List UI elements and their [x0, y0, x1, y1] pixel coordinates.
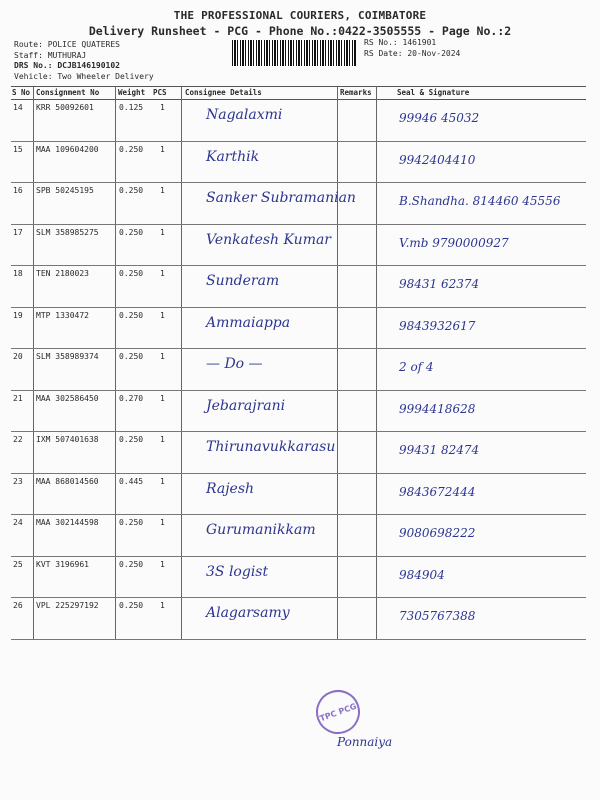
table-row [11, 265, 586, 308]
row-consignment: MAA 868014560 [36, 476, 99, 486]
row-pcs: 1 [160, 518, 165, 527]
row-consignment: MAA 302144598 [36, 518, 99, 527]
row-sno: 23 [13, 476, 23, 486]
signature-handwriting: 984904 [399, 567, 445, 582]
signature-handwriting: V.mb 9790000927 [399, 235, 509, 250]
table-row [11, 224, 586, 267]
row-pcs: 1 [160, 393, 165, 403]
route-label: Route: POLICE QUATERES [14, 40, 120, 49]
row-sno: 16 [13, 186, 23, 195]
row-pcs: 1 [160, 435, 165, 444]
signature-handwriting: B.Shandha. 814460 45556 [399, 194, 561, 208]
row-consignment: SLM 358989374 [36, 352, 99, 361]
row-weight: 0.445 [119, 476, 144, 486]
row-pcs: 1 [160, 269, 165, 278]
row-sno: 14 [13, 103, 23, 112]
table-row [11, 431, 586, 474]
row-weight: 0.270 [119, 393, 144, 403]
table-row [11, 514, 586, 557]
consignee-handwriting: Sanker Subramanian [206, 190, 356, 206]
row-weight: 0.250 [119, 310, 144, 320]
row-pcs: 1 [160, 601, 165, 610]
row-weight: 0.250 [119, 559, 144, 569]
final-signature: Ponnaiya [337, 735, 393, 749]
row-sno: 24 [13, 518, 23, 527]
table-row [11, 182, 586, 225]
row-weight: 0.250 [119, 352, 144, 361]
row-weight: 0.250 [119, 435, 144, 444]
signature-handwriting: 99431 82474 [399, 443, 480, 457]
row-consignment: SLM 358985275 [36, 227, 99, 237]
consignee-handwriting: Jebarajrani [206, 397, 286, 414]
col-consignment: Consignment No [36, 88, 100, 97]
row-pcs: 1 [160, 559, 165, 569]
row-pcs: 1 [160, 310, 165, 320]
signature-handwriting: 9843672444 [399, 484, 476, 499]
consignee-handwriting: Rajesh [206, 480, 255, 497]
row-sno: 18 [13, 269, 23, 278]
row-consignment: KRR 50092601 [36, 103, 94, 112]
row-pcs: 1 [160, 227, 165, 237]
col-pcs: PCS [153, 88, 167, 97]
route-info [14, 40, 154, 82]
consignee-handwriting: 3S logist [206, 563, 269, 580]
signature-handwriting: 99946 45032 [399, 111, 480, 125]
table-row [11, 390, 586, 433]
consignee-handwriting: Sunderam [206, 273, 280, 289]
signature-handwriting: 9994418628 [399, 401, 476, 416]
row-sno: 19 [13, 310, 23, 320]
row-consignment: VPL 225297192 [36, 601, 99, 610]
drs-number: DRS No.: DCJB146190102 [14, 61, 120, 70]
consignee-handwriting: — Do — [206, 356, 263, 372]
row-weight: 0.250 [119, 186, 144, 195]
row-consignment: KVT 3196961 [36, 559, 89, 569]
row-sno: 20 [13, 352, 23, 361]
row-consignment: MAA 109604200 [36, 144, 99, 154]
table-row [11, 473, 586, 516]
col-weight: Weight [118, 88, 146, 97]
row-pcs: 1 [160, 352, 165, 361]
row-weight: 0.250 [119, 269, 144, 278]
row-consignment: IXM 507401638 [36, 435, 99, 444]
runsheet-subtitle: Delivery Runsheet - PCG - Phone No.:0422-3505555 - Page No.:2 [88, 24, 512, 38]
vehicle-label: Vehicle: Two Wheeler Delivery [14, 71, 154, 81]
signature-handwriting: 9843932617 [399, 318, 476, 333]
row-weight: 0.250 [119, 601, 144, 610]
col-sno: S No [12, 88, 31, 97]
company-title: THE PROFESSIONAL COURIERS, COIMBATORE [173, 9, 427, 22]
table-row [11, 307, 586, 350]
row-sno: 25 [13, 559, 23, 569]
consignee-handwriting: Thirunavukkarasu [206, 439, 336, 455]
row-sno: 21 [13, 393, 23, 403]
consignee-handwriting: Karthik [206, 148, 260, 165]
barcode-image [232, 40, 356, 66]
table-row [11, 556, 586, 599]
col-remarks: Remarks [340, 88, 372, 97]
row-sno: 26 [13, 601, 23, 610]
table-row [11, 99, 586, 142]
rs-date: RS Date: 20-Nov-2024 [364, 48, 461, 58]
table-row [11, 141, 586, 184]
row-sno: 22 [13, 435, 23, 444]
row-pcs: 1 [160, 186, 165, 195]
staff-label: Staff: MUTHURAJ [14, 50, 87, 60]
signature-handwriting: 98431 62374 [399, 277, 480, 291]
row-sno: 15 [13, 144, 23, 154]
row-consignment: MTP 1330472 [36, 310, 89, 320]
row-consignment: SPB 50245195 [36, 186, 94, 195]
consignee-handwriting: Ammaiappa [206, 314, 291, 331]
row-weight: 0.250 [119, 144, 144, 154]
signature-handwriting: 7305767388 [399, 609, 476, 623]
consignee-handwriting: Gurumanikkam [206, 522, 316, 538]
rs-number: RS No.: 1461901 [364, 38, 437, 47]
row-weight: 0.250 [119, 227, 144, 237]
row-sno: 17 [13, 227, 23, 237]
row-weight: 0.250 [119, 518, 144, 527]
consignee-handwriting: Venkatesh Kumar [206, 231, 332, 248]
signature-handwriting: 9080698222 [399, 526, 476, 540]
row-consignment: MAA 302586450 [36, 393, 99, 403]
table-row [11, 597, 586, 640]
table-header [11, 86, 586, 100]
consignee-handwriting: Nagalaxmi [206, 107, 283, 123]
row-consignment: TEN 2180023 [36, 269, 89, 278]
rs-info [364, 38, 460, 59]
row-weight: 0.125 [119, 103, 144, 112]
row-pcs: 1 [160, 144, 165, 154]
col-seal: Seal & Signature [397, 88, 470, 97]
col-consignee: Consignee Details [185, 88, 262, 97]
signature-handwriting: 9942404410 [399, 152, 476, 167]
company-stamp: TPC PCG [310, 684, 366, 740]
consignee-handwriting: Alagarsamy [206, 605, 290, 621]
row-pcs: 1 [160, 476, 165, 486]
table-row [11, 348, 586, 391]
signature-handwriting: 2 of 4 [399, 360, 434, 374]
row-pcs: 1 [160, 103, 165, 112]
